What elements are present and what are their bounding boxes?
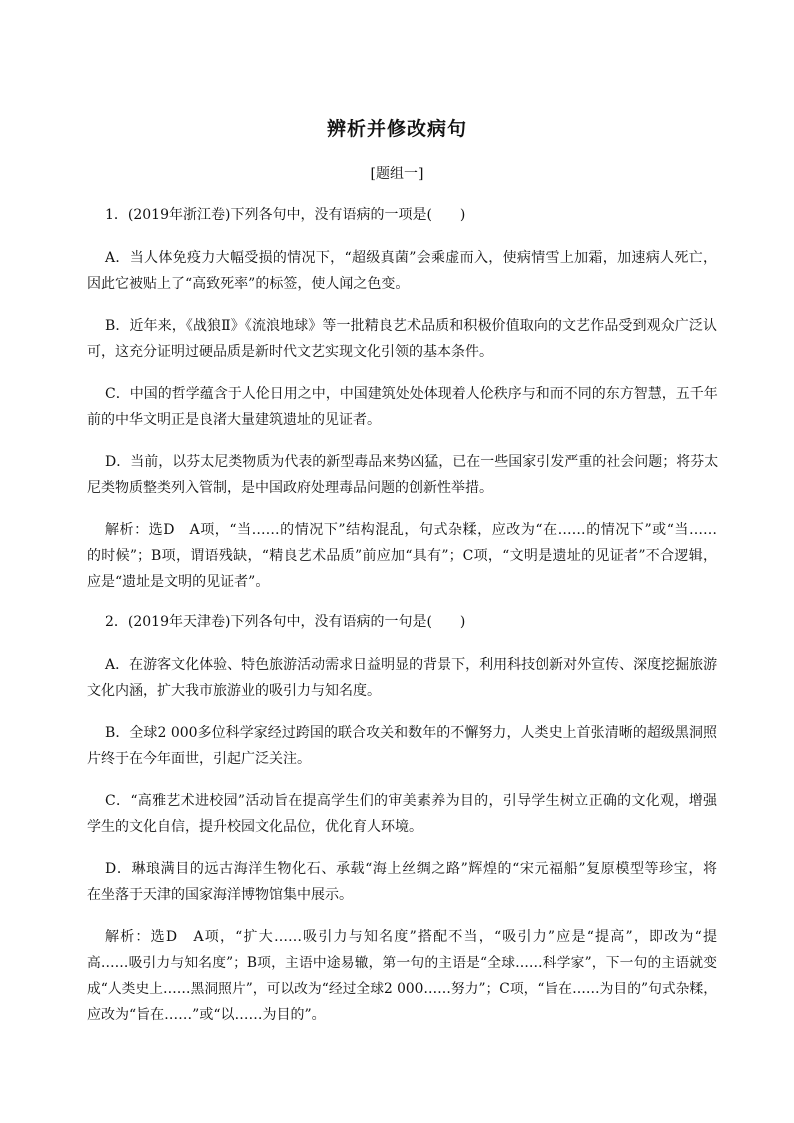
q2-option-a-line-1: A．在游客文化体验、特色旅游活动需求日益明显的背景下，利用科技创新对外宣传、深度挖掘旅游 (105, 657, 718, 673)
question-2-stem: 2．(2019年天津卷)下列各句中，没有语病的一句是( ) (105, 614, 466, 630)
q1-option-a-line-2: 因此它被贴上了“高致死率”的标签，使人闻之色变。 (87, 276, 410, 292)
group-label: [题组一] (370, 166, 424, 182)
q2-option-d-line-2: 在坐落于天津的国家海洋博物馆集中展示。 (87, 887, 353, 903)
page-title: 辨析并修改病句 (326, 118, 467, 140)
q1-option-b-line-1: B．近年来，《战狼Ⅱ》《流浪地球》等一批精良艺术品质和积极价值取向的文艺作品受到观众广泛认 (105, 318, 717, 334)
q1-option-c-line-1: C．中国的哲学蕴含于人伦日用之中，中国建筑处处体现着人伦秩序与和而不同的东方智慧，五千年 (105, 386, 718, 402)
q1-explanation-line-2: 的时候”；B项，谓语残缺，“精良艺术品质”前应加“具有”；C项，“文明是遗址的见证者”不合逻辑， (87, 548, 717, 564)
q1-option-c-line-2: 前的中华文明正是良渚大量建筑遗址的见证者。 (87, 412, 381, 428)
q2-explanation-line-1: 解析：选D A项，“扩大……吸引力与知名度”搭配不当，“吸引力”应是“提高”，即改为“提 (105, 929, 717, 945)
q2-option-b-line-1: B．全球2 000多位科学家经过跨国的联合攻关和数年的不懈努力，人类史上首张清晰的超级黑洞照 (105, 725, 717, 741)
q2-explanation-line-4: 应改为“旨在……”或“以……为目的”。 (87, 1007, 326, 1023)
q2-option-c-line-1: C．“高雅艺术进校园”活动旨在提高学生们的审美素养为目的，引导学生树立正确的文化观，增强 (105, 793, 717, 809)
q2-option-d-line-1: D．琳琅满目的远古海洋生物化石、承载“海上丝绸之路”辉煌的“宋元福船”复原模型等珍宝，将 (105, 861, 717, 877)
q1-option-a-line-1: A．当人体免疫力大幅受损的情况下，“超级真菌”会乘虚而入，使病情雪上加霜，加速病人死亡， (105, 250, 717, 266)
q2-explanation-line-2: 高……吸引力与知名度”；B项，主语中途易辙，第一句的主语是“全球……科学家”，下一句的主语就变 (87, 955, 717, 971)
q1-explanation-line-1: 解析：选D A项，“当……的情况下”结构混乱，句式杂糅，应改为“在……的情况下”或“当…… (105, 522, 717, 538)
q1-option-d-line-1: D．当前，以芬太尼类物质为代表的新型毒品来势凶猛，已在一些国家引发严重的社会问题；将芬太 (105, 454, 719, 470)
q2-option-b-line-2: 片终于在今年面世，引起广泛关注。 (87, 751, 311, 767)
q1-explanation-line-3: 应是“遗址是文明的见证者”。 (87, 574, 270, 590)
q1-option-b-line-2: 可，这充分证明过硬品质是新时代文艺实现文化引领的基本条件。 (87, 344, 493, 360)
question-1-stem: 1．(2019年浙江卷)下列各句中，没有语病的一项是( ) (105, 207, 466, 223)
q2-explanation-line-3: 成“人类史上……黑洞照片”，可以改为“经过全球2 000……努力”；C项，“旨在……为目的”句式杂糅， (87, 981, 717, 997)
q2-option-a-line-2: 文化内涵，扩大我市旅游业的吸引力与知名度。 (87, 683, 381, 699)
q2-option-c-line-2: 学生的文化自信，提升校园文化品位，优化育人环境。 (87, 819, 423, 835)
q1-option-d-line-2: 尼类物质整类列入管制，是中国政府处理毒品问题的创新性举措。 (87, 480, 493, 496)
